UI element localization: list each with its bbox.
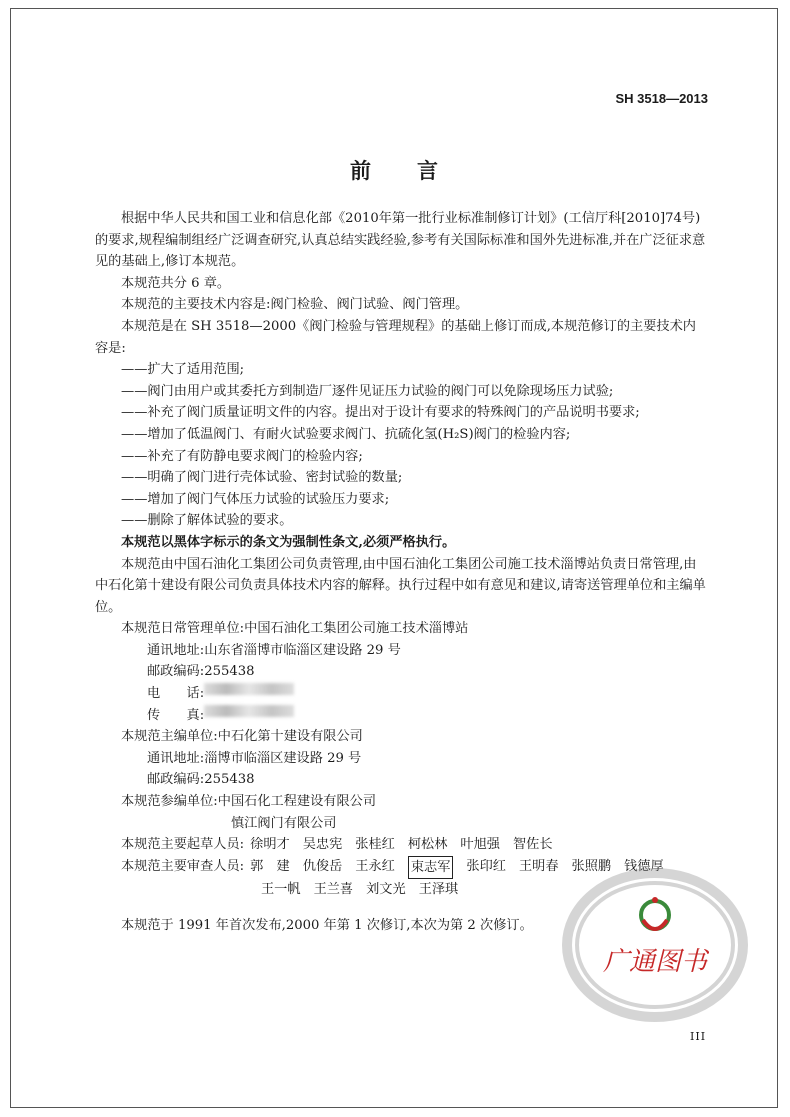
participant-unit: 中国石化工程建设有限公司 [217,794,377,810]
release-note: 本规范于 1991 年首次发布,2000 年第 1 次修订,本次为第 2 次修订。 [121,918,533,933]
postcode-value: 255438 [204,772,255,788]
chief-unit-label: 本规范主编单位: [121,729,218,745]
daily-unit-label: 本规范日常管理单位: [121,621,245,637]
chief-unit-row [95,726,707,748]
change-item: ——补充了阀门质量证明文件的内容。提出对于设计有要求的特殊阀门的产品说明书要求; [121,405,640,421]
paragraph: 根据中华人民共和国工业和信息化部《2010年第一批行业标准制修订计划》(工信厅科[2010]74号)的要求,规程编制组经广泛调查研究,认真总结实践经验,参考有关国际标准和国外先进标准,并在广泛征求意见的基础上,修订本规范。 [95,211,706,270]
title-char-1: 前 [350,158,373,183]
redacted-phone [204,683,294,695]
drafters-label: 本规范主要起草人员: [121,837,245,853]
redacted-fax [204,705,294,717]
reviewer-name: 王兰喜 [313,882,354,898]
drafter-name: 叶旭强 [460,837,500,853]
page-number: III [690,1030,707,1043]
change-item: ——增加了低温阀门、有耐火试验要求阀门、抗硫化氢(H₂S)阀门的检验内容; [121,426,571,442]
drafter-name: 张桂红 [355,837,395,853]
reviewers-label: 本规范主要审查人员: [121,858,245,874]
daily-address-row [95,640,707,662]
publisher-stamp [560,860,750,1030]
chief-unit-value: 中石化第十建设有限公司 [217,729,363,745]
reviewer-name: 王永红 [355,858,395,874]
reviewer-name: 仇俊岳 [302,858,343,874]
postcode-value: 255438 [204,664,255,680]
mandatory-note: 本规范以黑体字标示的条文为强制性条文,必须严格执行。 [121,534,456,550]
stamp-text: 广通图书 [602,947,708,977]
participant-unit: 慎江阀门有限公司 [231,815,337,831]
document-body [95,208,707,937]
standard-code: SH 3518—2013 [615,91,708,106]
fax-label: 传 真: [147,707,205,723]
daily-unit-row [95,618,707,640]
drafters-row [95,834,707,856]
change-item: ——补充了有防静电要求阀门的检验内容; [121,448,363,464]
title-char-2: 言 [417,158,440,183]
reviewer-name: 王泽琪 [418,882,459,898]
reviewer-name: 束志军 [408,856,454,880]
postcode-label: 邮政编码: [147,664,205,680]
fax-row [95,705,707,727]
reviewer-name: 刘文光 [366,882,406,898]
reviewer-name: 张印红 [466,858,506,874]
paragraph: 本规范共分 6 章。 [121,275,231,291]
reviewer-name: 钱德厚 [624,858,664,874]
reviewer-name: 王一帆 [261,882,301,898]
chief-postcode-row [95,769,707,791]
daily-unit-value: 中国石油化工集团公司施工技术淄博站 [244,621,469,637]
change-item: ——删除了解体试验的要求。 [121,513,293,529]
address-label: 通讯地址: [147,642,205,658]
change-item: ——扩大了适用范围; [121,362,245,378]
participants-row-2 [95,813,707,835]
change-item: ——增加了阀门气体压力试验的试验压力要求; [121,491,390,507]
chief-address-row [95,748,707,770]
daily-postcode-row [95,661,707,683]
address-label: 通讯地址: [147,750,205,766]
drafter-name: 智佐长 [512,837,553,853]
reviewer-name: 王明春 [518,858,559,874]
reviewer-name: 张照鹏 [571,858,612,874]
phone-row [95,683,707,705]
address-value: 淄博市临淄区建设路 29 号 [204,750,362,766]
drafter-name: 徐明才 [250,837,290,853]
paragraph: 本规范是在 SH 3518—2000《阀门检验与管理规程》的基础上修订而成,本规范修订的主要技术内容是: [95,318,696,356]
management-paragraph: 本规范由中国石油化工集团公司负责管理,由中国石油化工集团公司施工技术淄博站负责日常管理,由中石化第十建设有限公司负责具体技术内容的解释。执行过程中如有意见和建议,请寄送管理单位和主编单位。 [95,556,706,615]
participants-row [95,791,707,813]
postcode-label: 邮政编码: [147,772,205,788]
phone-label: 电 话: [147,686,205,702]
address-value: 山东省淄博市临淄区建设路 29 号 [204,642,401,658]
drafter-name: 柯松林 [407,837,448,853]
change-item: ——明确了阀门进行壳体试验、密封试验的数量; [121,470,403,486]
page-title [0,155,790,185]
drafter-name: 吴忠宪 [302,837,343,853]
participants-label: 本规范参编单位: [121,794,218,810]
reviewer-name: 郭 建 [250,858,290,874]
paragraph: 本规范的主要技术内容是:阀门检验、阀门试验、阀门管理。 [121,297,469,313]
change-item: ——阀门由用户或其委托方到制造厂逐件见证压力试验的阀门可以免除现场压力试验; [121,383,614,399]
